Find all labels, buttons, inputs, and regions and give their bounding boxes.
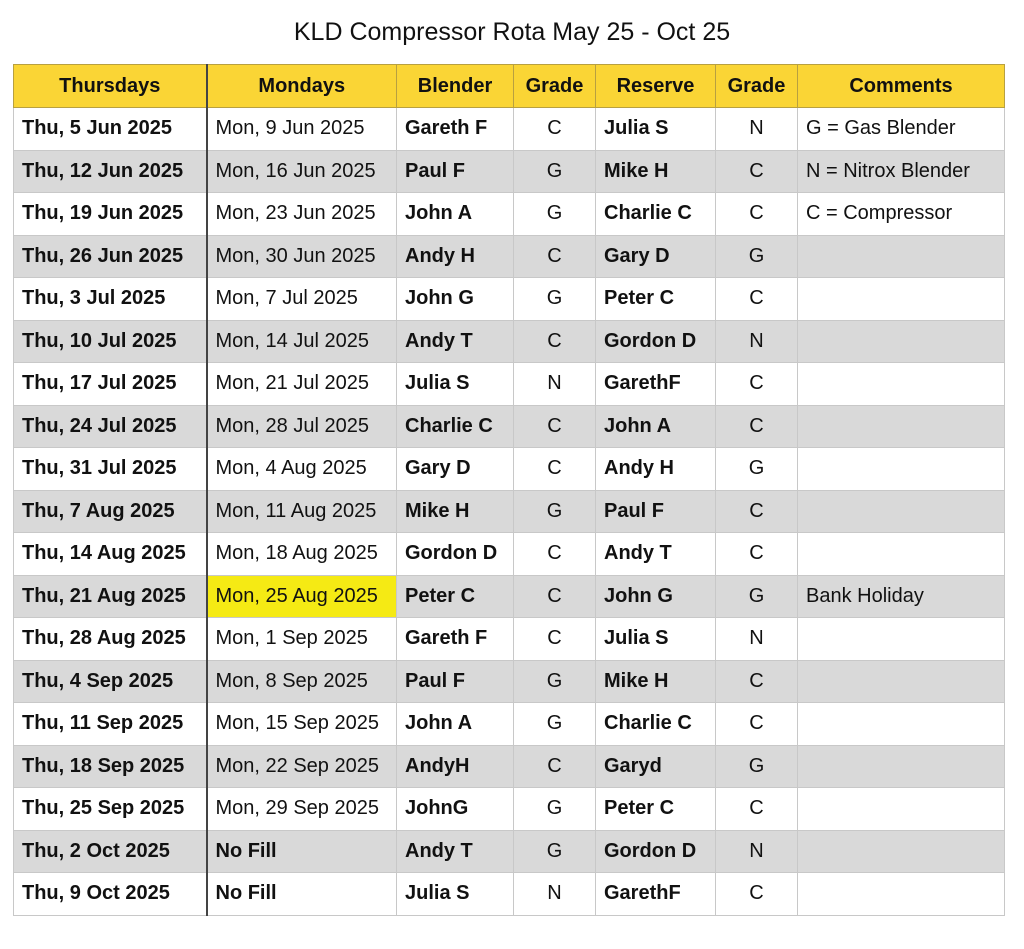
- reserve-name: Julia S: [596, 108, 716, 151]
- reserve-grade: C: [716, 490, 798, 533]
- comment: Bank Holiday: [798, 575, 1005, 618]
- table-row: [14, 660, 1005, 703]
- blender-name: AndyH: [397, 745, 514, 788]
- reserve-name: Peter C: [596, 278, 716, 321]
- thursday-date: Thu, 3 Jul 2025: [14, 278, 207, 321]
- comment: [798, 363, 1005, 406]
- table-row: [14, 108, 1005, 151]
- header-reserve: Reserve: [596, 65, 716, 108]
- blender-grade: G: [514, 193, 596, 236]
- table-row: [14, 363, 1005, 406]
- reserve-name: Garyd: [596, 745, 716, 788]
- reserve-name: Andy T: [596, 533, 716, 576]
- monday-date: Mon, 7 Jul 2025: [207, 278, 397, 321]
- thursday-date: Thu, 18 Sep 2025: [14, 745, 207, 788]
- blender-grade: G: [514, 788, 596, 831]
- reserve-name: Gordon D: [596, 830, 716, 873]
- blender-grade: C: [514, 618, 596, 661]
- blender-name: Julia S: [397, 873, 514, 916]
- monday-date: No Fill: [207, 830, 397, 873]
- blender-name: John A: [397, 703, 514, 746]
- header-comments: Comments: [798, 65, 1005, 108]
- monday-date: Mon, 15 Sep 2025: [207, 703, 397, 746]
- blender-name: Gordon D: [397, 533, 514, 576]
- monday-date: Mon, 28 Jul 2025: [207, 405, 397, 448]
- blender-grade: G: [514, 660, 596, 703]
- monday-date: Mon, 29 Sep 2025: [207, 788, 397, 831]
- thursday-date: Thu, 25 Sep 2025: [14, 788, 207, 831]
- reserve-name: Peter C: [596, 788, 716, 831]
- blender-name: JohnG: [397, 788, 514, 831]
- monday-date: Mon, 30 Jun 2025: [207, 235, 397, 278]
- table-row: [14, 448, 1005, 491]
- comment: [798, 618, 1005, 661]
- comment: [798, 448, 1005, 491]
- table-row: [14, 533, 1005, 576]
- reserve-grade: C: [716, 660, 798, 703]
- header-mondays: Mondays: [207, 65, 397, 108]
- thursday-date: Thu, 11 Sep 2025: [14, 703, 207, 746]
- blender-grade: C: [514, 320, 596, 363]
- reserve-grade: C: [716, 405, 798, 448]
- thursday-date: Thu, 14 Aug 2025: [14, 533, 207, 576]
- blender-grade: C: [514, 108, 596, 151]
- blender-name: Peter C: [397, 575, 514, 618]
- table-row: [14, 405, 1005, 448]
- blender-grade: N: [514, 873, 596, 916]
- blender-grade: C: [514, 448, 596, 491]
- blender-grade: C: [514, 405, 596, 448]
- monday-date: Mon, 1 Sep 2025: [207, 618, 397, 661]
- thursday-date: Thu, 2 Oct 2025: [14, 830, 207, 873]
- thursday-date: Thu, 5 Jun 2025: [14, 108, 207, 151]
- thursday-date: Thu, 31 Jul 2025: [14, 448, 207, 491]
- comment: [798, 278, 1005, 321]
- comment: [798, 830, 1005, 873]
- header-grade: Grade: [514, 65, 596, 108]
- monday-date: Mon, 11 Aug 2025: [207, 490, 397, 533]
- thursday-date: Thu, 17 Jul 2025: [14, 363, 207, 406]
- reserve-grade: G: [716, 448, 798, 491]
- blender-grade: N: [514, 363, 596, 406]
- monday-date: Mon, 22 Sep 2025: [207, 745, 397, 788]
- reserve-name: Mike H: [596, 150, 716, 193]
- comment: G = Gas Blender: [798, 108, 1005, 151]
- reserve-name: Charlie C: [596, 193, 716, 236]
- header-row: [14, 65, 1005, 108]
- reserve-grade: N: [716, 320, 798, 363]
- table-row: [14, 278, 1005, 321]
- reserve-grade: C: [716, 363, 798, 406]
- monday-date: Mon, 4 Aug 2025: [207, 448, 397, 491]
- reserve-name: Paul F: [596, 490, 716, 533]
- thursday-date: Thu, 7 Aug 2025: [14, 490, 207, 533]
- thursday-date: Thu, 26 Jun 2025: [14, 235, 207, 278]
- comment: [798, 320, 1005, 363]
- reserve-grade: C: [716, 150, 798, 193]
- blender-name: Julia S: [397, 363, 514, 406]
- blender-grade: G: [514, 278, 596, 321]
- blender-name: Charlie C: [397, 405, 514, 448]
- blender-grade: C: [514, 533, 596, 576]
- blender-name: Mike H: [397, 490, 514, 533]
- comment: [798, 533, 1005, 576]
- table-row: [14, 575, 1005, 618]
- table-row: [14, 193, 1005, 236]
- blender-name: Andy T: [397, 320, 514, 363]
- monday-date: No Fill: [207, 873, 397, 916]
- blender-grade: C: [514, 235, 596, 278]
- blender-name: Paul F: [397, 660, 514, 703]
- blender-grade: G: [514, 703, 596, 746]
- thursday-date: Thu, 28 Aug 2025: [14, 618, 207, 661]
- reserve-grade: C: [716, 533, 798, 576]
- table-row: [14, 490, 1005, 533]
- monday-date: Mon, 16 Jun 2025: [207, 150, 397, 193]
- comment: C = Compressor: [798, 193, 1005, 236]
- reserve-name: Andy H: [596, 448, 716, 491]
- header-blender: Blender: [397, 65, 514, 108]
- table-row: [14, 788, 1005, 831]
- comment: [798, 873, 1005, 916]
- blender-name: Andy H: [397, 235, 514, 278]
- comment: [798, 405, 1005, 448]
- thursday-date: Thu, 12 Jun 2025: [14, 150, 207, 193]
- blender-name: Gareth F: [397, 108, 514, 151]
- comment: [798, 490, 1005, 533]
- reserve-grade: G: [716, 745, 798, 788]
- monday-date: Mon, 18 Aug 2025: [207, 533, 397, 576]
- monday-date: Mon, 9 Jun 2025: [207, 108, 397, 151]
- reserve-name: Mike H: [596, 660, 716, 703]
- reserve-name: Gary D: [596, 235, 716, 278]
- reserve-name: GarethF: [596, 873, 716, 916]
- reserve-grade: G: [716, 235, 798, 278]
- thursday-date: Thu, 24 Jul 2025: [14, 405, 207, 448]
- reserve-name: Gordon D: [596, 320, 716, 363]
- reserve-grade: C: [716, 873, 798, 916]
- monday-date: Mon, 8 Sep 2025: [207, 660, 397, 703]
- monday-date: Mon, 23 Jun 2025: [207, 193, 397, 236]
- blender-name: Andy T: [397, 830, 514, 873]
- reserve-grade: C: [716, 193, 798, 236]
- comment: N = Nitrox Blender: [798, 150, 1005, 193]
- thursday-date: Thu, 21 Aug 2025: [14, 575, 207, 618]
- reserve-name: GarethF: [596, 363, 716, 406]
- blender-name: John A: [397, 193, 514, 236]
- blender-name: Paul F: [397, 150, 514, 193]
- page-title: KLD Compressor Rota May 25 - Oct 25: [293, 18, 731, 46]
- blender-grade: G: [514, 830, 596, 873]
- monday-date: Mon, 14 Jul 2025: [207, 320, 397, 363]
- thursday-date: Thu, 19 Jun 2025: [14, 193, 207, 236]
- header-reserve-grade: Grade: [716, 65, 798, 108]
- reserve-name: John G: [596, 575, 716, 618]
- table-row: [14, 873, 1005, 916]
- blender-grade: G: [514, 150, 596, 193]
- table-row: [14, 320, 1005, 363]
- reserve-grade: N: [716, 618, 798, 661]
- table-row: [14, 745, 1005, 788]
- thursday-date: Thu, 9 Oct 2025: [14, 873, 207, 916]
- comment: [798, 660, 1005, 703]
- reserve-grade: G: [716, 575, 798, 618]
- rota-table: [13, 64, 1005, 916]
- table-row: [14, 235, 1005, 278]
- blender-grade: G: [514, 490, 596, 533]
- reserve-name: Charlie C: [596, 703, 716, 746]
- header-thursdays: Thursdays: [14, 65, 207, 108]
- comment: [798, 745, 1005, 788]
- thursday-date: Thu, 4 Sep 2025: [14, 660, 207, 703]
- comment: [798, 235, 1005, 278]
- table-row: [14, 150, 1005, 193]
- blender-grade: C: [514, 575, 596, 618]
- comment: [798, 703, 1005, 746]
- reserve-name: Julia S: [596, 618, 716, 661]
- reserve-grade: N: [716, 830, 798, 873]
- reserve-grade: C: [716, 703, 798, 746]
- blender-grade: C: [514, 745, 596, 788]
- monday-date: Mon, 25 Aug 2025: [207, 575, 397, 618]
- comment: [798, 788, 1005, 831]
- reserve-name: John A: [596, 405, 716, 448]
- blender-name: John G: [397, 278, 514, 321]
- blender-name: Gary D: [397, 448, 514, 491]
- table-row: [14, 703, 1005, 746]
- reserve-grade: N: [716, 108, 798, 151]
- table-row: [14, 618, 1005, 661]
- table-row: [14, 830, 1005, 873]
- reserve-grade: C: [716, 788, 798, 831]
- monday-date: Mon, 21 Jul 2025: [207, 363, 397, 406]
- reserve-grade: C: [716, 278, 798, 321]
- blender-name: Gareth F: [397, 618, 514, 661]
- thursday-date: Thu, 10 Jul 2025: [14, 320, 207, 363]
